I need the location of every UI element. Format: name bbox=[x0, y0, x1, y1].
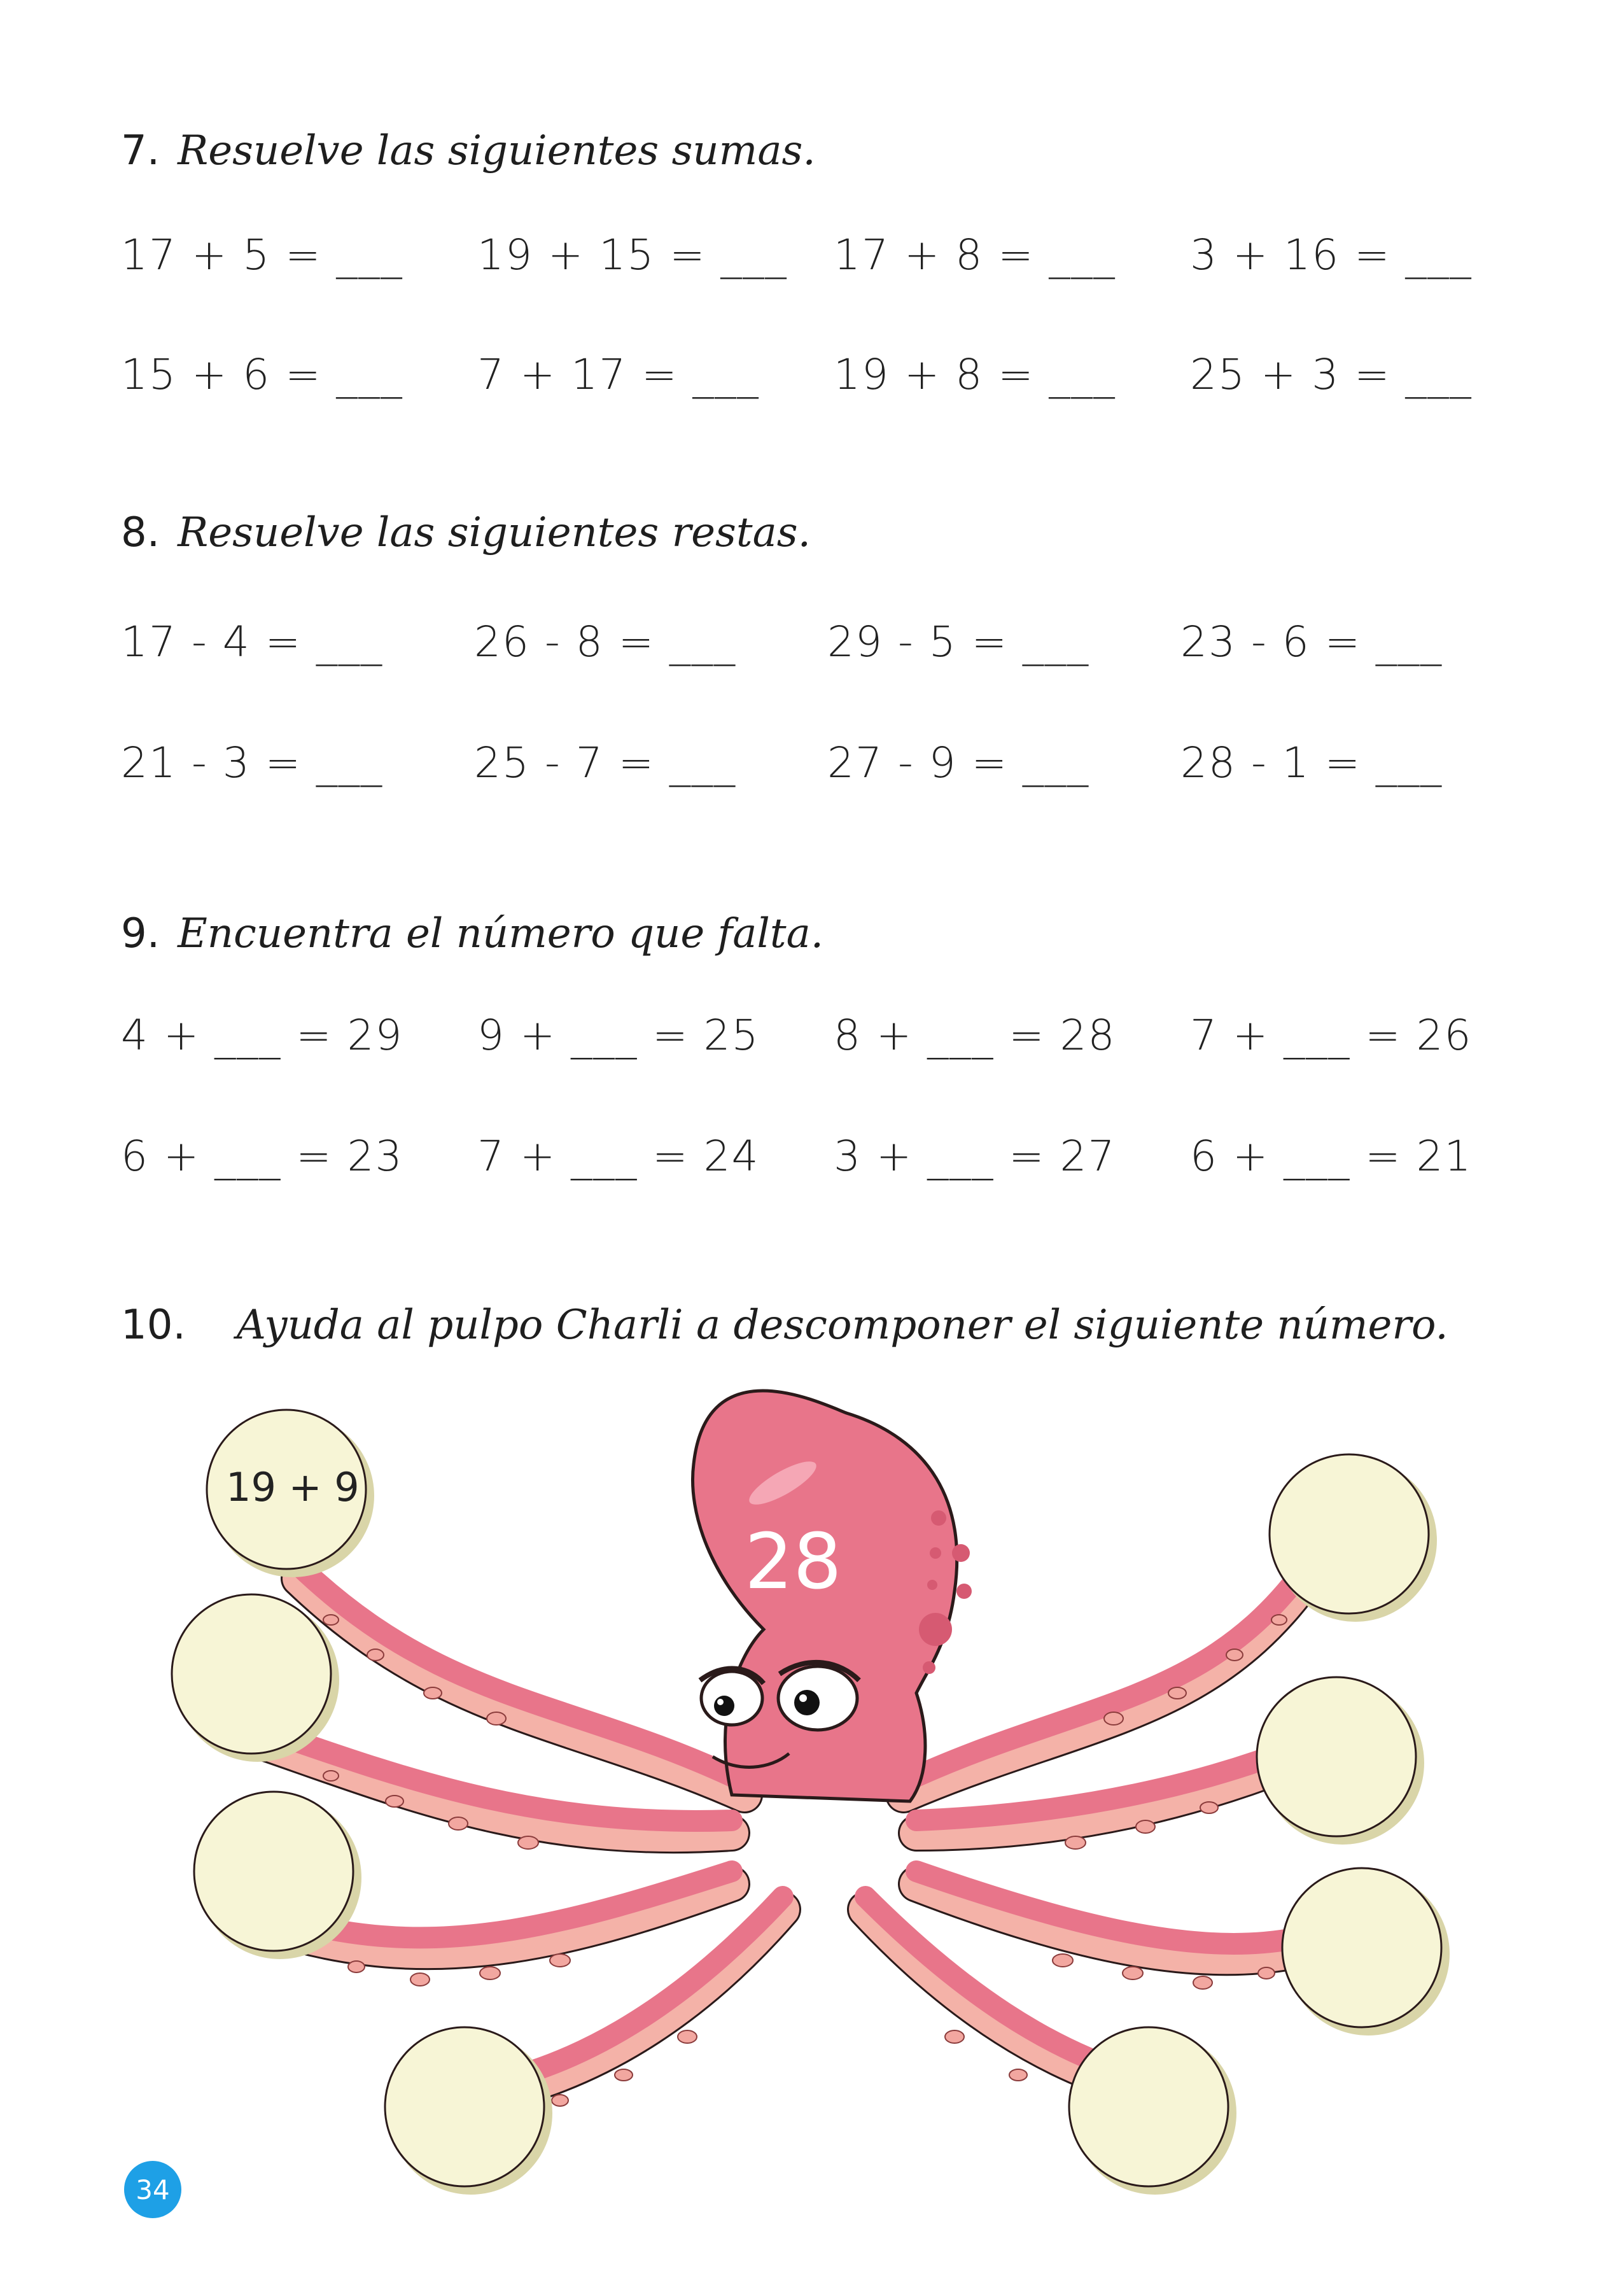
page-number: 34 bbox=[136, 2174, 170, 2205]
answer-disk-right-2 bbox=[1257, 1677, 1424, 1845]
equation: 25 - 7 = ___ bbox=[474, 738, 737, 787]
exercise-instruction: Ayuda al pulpo Charli a descomponer el siguiente número. bbox=[236, 1302, 1448, 1349]
equation: 29 - 5 = ___ bbox=[827, 617, 1090, 666]
equation: 8 + ___ = 28 bbox=[834, 1011, 1116, 1060]
equation: 3 + ___ = 27 bbox=[834, 1132, 1116, 1181]
equation: 7 + ___ = 26 bbox=[1190, 1011, 1473, 1060]
equation: 21 - 3 = ___ bbox=[121, 738, 384, 787]
exercise-9-row-2 bbox=[0, 1132, 1624, 1189]
exercise-number: 10. bbox=[121, 1302, 186, 1349]
exercise-9-row-1 bbox=[0, 1011, 1624, 1068]
equation: 4 + ___ = 29 bbox=[121, 1011, 403, 1060]
equation: 6 + ___ = 23 bbox=[121, 1132, 403, 1181]
octopus-head-number: 28 bbox=[745, 1518, 842, 1607]
exercise-7-row-2 bbox=[0, 350, 1624, 407]
equation: 19 + 15 = ___ bbox=[477, 230, 788, 279]
exercise-number: 9. bbox=[121, 910, 160, 957]
equation: 17 + 8 = ___ bbox=[834, 230, 1116, 279]
answer-disk-left-2 bbox=[172, 1594, 339, 1762]
exercise-number: 7. bbox=[121, 127, 160, 174]
equation: 3 + 16 = ___ bbox=[1190, 230, 1473, 279]
answer-disk-bottom-right bbox=[1069, 2027, 1236, 2195]
equation: 28 - 1 = ___ bbox=[1180, 738, 1443, 787]
equation: 17 - 4 = ___ bbox=[121, 617, 384, 666]
equation: 25 + 3 = ___ bbox=[1190, 350, 1473, 399]
answer-disk-right-3 bbox=[1282, 1868, 1450, 2035]
equation: 17 + 5 = ___ bbox=[121, 230, 403, 279]
exercise-instruction: Resuelve las siguientes sumas. bbox=[178, 127, 816, 174]
answer-disk-bottom-left bbox=[385, 2027, 552, 2195]
exercise-8-row-1 bbox=[0, 617, 1624, 675]
equation: 7 + ___ = 24 bbox=[477, 1132, 760, 1181]
equation: 6 + ___ = 21 bbox=[1190, 1132, 1473, 1181]
exercise-instruction: Resuelve las siguientes restas. bbox=[178, 509, 811, 556]
equation: 7 + 17 = ___ bbox=[477, 350, 760, 399]
equation: 19 + 8 = ___ bbox=[834, 350, 1116, 399]
exercise-10-heading bbox=[121, 1302, 1448, 1349]
exercise-number: 8. bbox=[121, 509, 160, 556]
exercise-8-row-2 bbox=[0, 738, 1624, 796]
page-number-badge bbox=[124, 2161, 181, 2218]
exercise-8-heading bbox=[121, 509, 811, 556]
equation: 26 - 8 = ___ bbox=[474, 617, 737, 666]
exercise-9-heading bbox=[121, 910, 823, 957]
exercise-7-heading bbox=[121, 127, 816, 174]
equation: 9 + ___ = 25 bbox=[477, 1011, 760, 1060]
exercise-instruction: Encuentra el número que falta. bbox=[178, 910, 824, 957]
octopus-illustration bbox=[0, 1388, 1624, 2209]
exercise-7-row-1 bbox=[0, 230, 1624, 288]
answer-disk-left-3 bbox=[194, 1792, 361, 1959]
equation: 27 - 9 = ___ bbox=[827, 738, 1090, 787]
example-decomposition: 19 + 9 bbox=[226, 1464, 360, 1510]
equation: 23 - 6 = ___ bbox=[1180, 617, 1443, 666]
equation: 15 + 6 = ___ bbox=[121, 350, 403, 399]
